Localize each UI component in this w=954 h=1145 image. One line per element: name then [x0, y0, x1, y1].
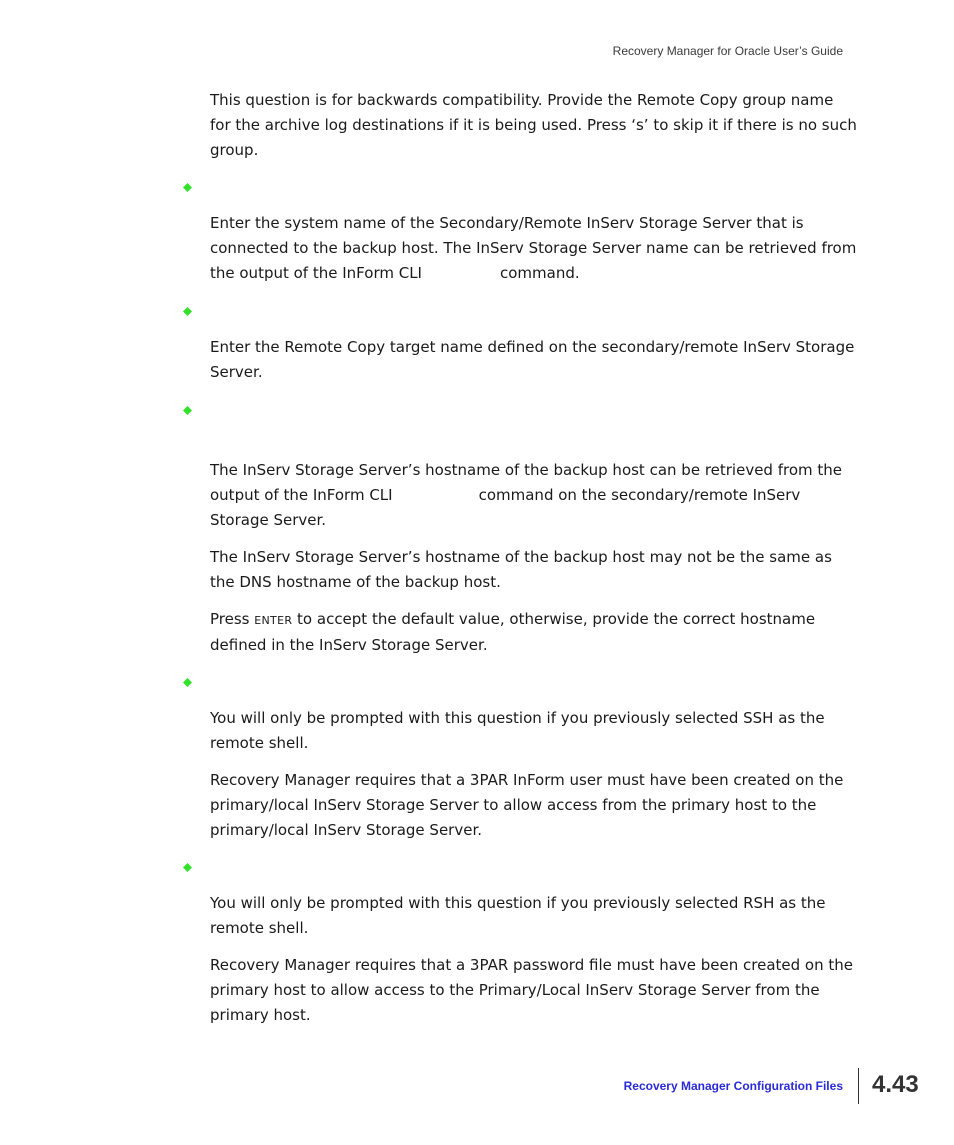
- footer-section-title: Recovery Manager Configuration Files: [623, 1079, 843, 1093]
- bullet-diamond-icon: [183, 183, 192, 192]
- footer-divider: [858, 1068, 859, 1104]
- paragraph-password-file: Recovery Manager requires that a 3PAR password file must have been created on the primary host to allow access to the Primary/Local InServ Storage Server from the primary host.: [210, 956, 853, 1024]
- text-backup-hostname: The InServ Storage Server’s hostname of the backup host can be retrieved from the output of the InForm CLI: [210, 461, 843, 504]
- paragraph-inform-user: Recovery Manager requires that a 3PAR InForm user must have been created on the primary/local InServ Storage Server to allow access from the primary host to the primary/local InServ Storage Server.: [210, 771, 844, 839]
- paragraph-ssh-prompt: You will only be prompted with this question if you previously selected SSH as the remote shell.: [210, 709, 825, 752]
- text-command-secondary: command on the secondary/remote InServ Storage Server.: [210, 486, 801, 529]
- text-command-suffix: command.: [499, 264, 580, 282]
- text-accept-default: to accept the default value, otherwise, provide the correct hostname defined in the InServ Storage Server.: [210, 610, 816, 654]
- enter-key-label: ENTER: [254, 614, 293, 627]
- paragraph-remote-copy-group: This question is for backwards compatibility. Provide the Remote Copy group name for the archive log destinations if it is being used. Press ‘s’ to skip it if there is no such group.: [210, 91, 857, 159]
- bullet-diamond-icon: [183, 678, 192, 687]
- paragraph-remote-copy-target: Enter the Remote Copy target name defined on the secondary/remote InServ Storage Server.: [210, 338, 855, 381]
- bullet-diamond-icon: [183, 863, 192, 872]
- text-press: Press: [210, 610, 250, 628]
- text-secondary-system-name: Enter the system name of the Secondary/Remote InServ Storage Server that is connected to the backup host. The InServ Storage Server name can be retrieved from the output of the InForm CLI: [210, 214, 857, 282]
- paragraph-rsh-prompt: You will only be prompted with this question if you previously selected RSH as the remote shell.: [210, 894, 826, 937]
- running-header: Recovery Manager for Oracle User’s Guide: [612, 44, 843, 58]
- paragraph-secondary-system-name: [210, 211, 858, 286]
- page-number: 4.43: [872, 1071, 919, 1098]
- bullet-diamond-icon: [183, 307, 192, 316]
- paragraph-hostname-difference: The InServ Storage Server’s hostname of the backup host may not be the same as the DNS hostname of the backup host.: [210, 548, 832, 591]
- paragraph-backup-hostname: [210, 458, 858, 533]
- bullet-diamond-icon: [183, 406, 192, 415]
- paragraph-press-enter: [210, 607, 858, 658]
